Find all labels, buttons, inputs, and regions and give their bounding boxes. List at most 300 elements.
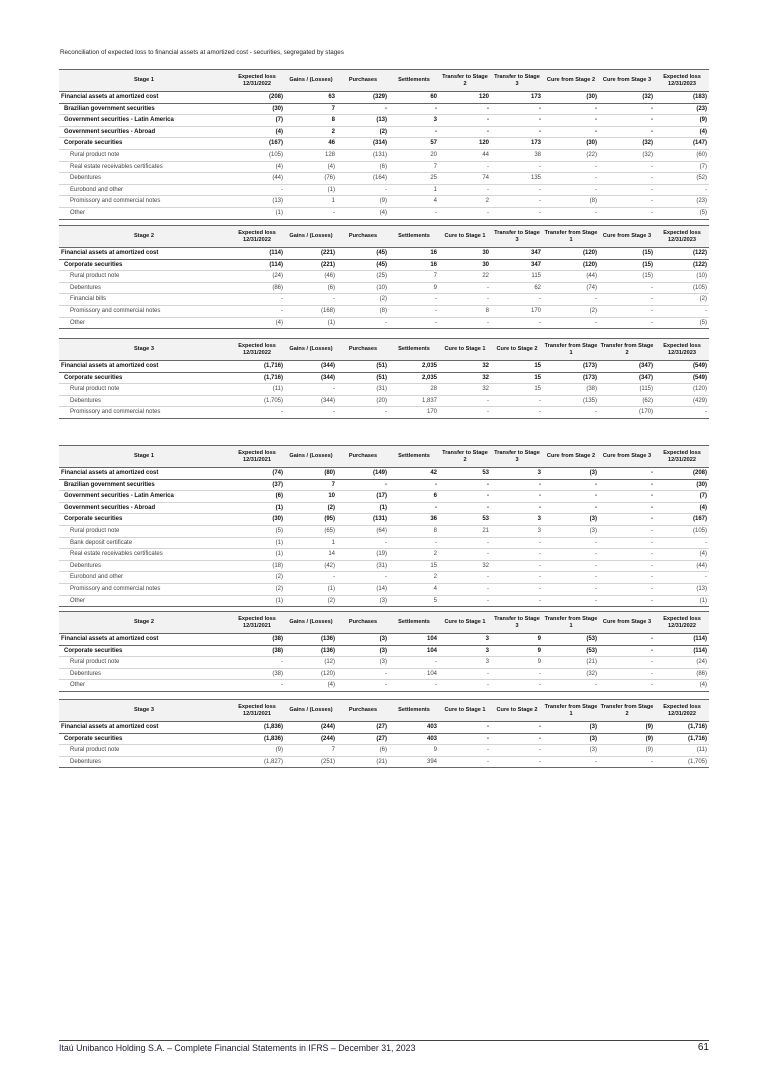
cell-value: (4) [285, 161, 337, 173]
cell-value: 15 [389, 560, 439, 572]
cell-value: - [491, 207, 543, 219]
cell-value: - [491, 491, 543, 503]
cell-value: (1) [229, 549, 285, 561]
cell-value: - [285, 407, 337, 419]
cell-value: - [599, 756, 655, 768]
cell-value: (6) [337, 745, 389, 757]
cell-value: (60) [655, 149, 709, 161]
cell-value: 120 [439, 92, 491, 104]
cell-value: 1,837 [389, 395, 439, 407]
table-row [59, 479, 709, 491]
cell-value: (38) [229, 634, 285, 646]
column-header: Expected loss 12/31/2021 [229, 446, 285, 468]
stage-3-2022-table [59, 699, 709, 768]
column-header: Expected loss 12/31/2023 [655, 339, 709, 361]
cell-value: - [439, 282, 491, 294]
row-label: Eurobond and other [59, 184, 229, 196]
cell-value: - [491, 126, 543, 138]
cell-value: (173) [543, 372, 599, 384]
cell-value: (167) [229, 138, 285, 150]
column-header: Purchases [337, 70, 389, 92]
cell-value: - [389, 294, 439, 306]
cell-value: - [599, 657, 655, 669]
cell-value: - [337, 103, 389, 115]
cell-value: - [599, 491, 655, 503]
cell-value: (21) [543, 657, 599, 669]
cell-value: - [599, 184, 655, 196]
cell-value: (21) [337, 756, 389, 768]
cell-value: (45) [337, 248, 389, 260]
cell-value: (2) [337, 126, 389, 138]
cell-value: - [389, 479, 439, 491]
cell-value: - [439, 161, 491, 173]
cell-value: - [543, 583, 599, 595]
cell-value: (65) [285, 525, 337, 537]
cell-value: - [491, 583, 543, 595]
row-label: Real estate receivables certificates [59, 161, 229, 173]
cell-value: (64) [337, 525, 389, 537]
cell-value: - [389, 126, 439, 138]
cell-value: - [439, 491, 491, 503]
column-header: Transfer to Stage 2 [439, 446, 491, 468]
cell-value: - [229, 680, 285, 692]
cell-value: - [389, 103, 439, 115]
row-label: Brazilian government securities [59, 103, 229, 115]
table-row [59, 294, 709, 306]
cell-value: - [389, 317, 439, 329]
cell-value: - [655, 184, 709, 196]
column-header: Stage 2 [59, 226, 229, 248]
column-header: Gains / (Losses) [285, 700, 337, 722]
row-label: Rural product note [59, 149, 229, 161]
table-row [59, 161, 709, 173]
cell-value: (131) [337, 514, 389, 526]
cell-value: (347) [599, 372, 655, 384]
cell-value: - [599, 645, 655, 657]
cell-value: - [491, 115, 543, 127]
row-label: Promissory and commercial notes [59, 583, 229, 595]
cell-value: (1,836) [229, 733, 285, 745]
cell-value: - [543, 572, 599, 584]
cell-value: (8) [543, 196, 599, 208]
row-label: Corporate securities [59, 138, 229, 150]
cell-value: 1 [389, 184, 439, 196]
table-row [59, 634, 709, 646]
header-row [59, 339, 709, 361]
cell-value: 128 [285, 149, 337, 161]
cell-value: - [543, 317, 599, 329]
row-label: Financial assets at amortized cost [59, 361, 229, 373]
cell-value: (52) [655, 173, 709, 185]
table-row [59, 407, 709, 419]
cell-value: - [543, 207, 599, 219]
cell-value: 173 [491, 92, 543, 104]
table-row [59, 595, 709, 607]
cell-value: (30) [229, 103, 285, 115]
cell-value: (136) [285, 634, 337, 646]
cell-value: (45) [337, 259, 389, 271]
cell-value: 10 [285, 491, 337, 503]
cell-value: - [439, 115, 491, 127]
cell-value: (1) [229, 207, 285, 219]
cell-value: 3 [439, 657, 491, 669]
cell-value: 15 [491, 361, 543, 373]
cell-value: 1 [285, 537, 337, 549]
column-header: Cure to Stage 1 [439, 700, 491, 722]
cell-value: - [543, 479, 599, 491]
column-header: Transfer to Stage 3 [491, 70, 543, 92]
column-header: Settlements [389, 226, 439, 248]
cell-value: - [439, 595, 491, 607]
cell-value: 30 [439, 259, 491, 271]
page-number: 61 [697, 1042, 709, 1053]
column-header: Expected loss 12/31/2022 [655, 446, 709, 468]
cell-value: (1) [285, 184, 337, 196]
column-header: Gains / (Losses) [285, 612, 337, 634]
cell-value: - [655, 407, 709, 419]
cell-value: (329) [337, 92, 389, 104]
cell-value: - [285, 207, 337, 219]
cell-value: (30) [655, 479, 709, 491]
column-header: Stage 1 [59, 446, 229, 468]
cell-value: (46) [285, 271, 337, 283]
cell-value: (13) [337, 115, 389, 127]
column-header: Cure from Stage 3 [599, 446, 655, 468]
column-header: Gains / (Losses) [285, 446, 337, 468]
cell-value: 21 [439, 525, 491, 537]
cell-value: 394 [389, 756, 439, 768]
row-label: Financial assets at amortized cost [59, 468, 229, 480]
row-label: Brazilian government securities [59, 479, 229, 491]
cell-value: - [491, 407, 543, 419]
table-row [59, 491, 709, 503]
table-row [59, 525, 709, 537]
cell-value: (9) [337, 196, 389, 208]
cell-value: 6 [389, 491, 439, 503]
cell-value: - [439, 583, 491, 595]
cell-value: - [229, 294, 285, 306]
column-header: Gains / (Losses) [285, 70, 337, 92]
cell-value: (147) [655, 138, 709, 150]
cell-value: (42) [285, 560, 337, 572]
cell-value: - [543, 491, 599, 503]
cell-value: (3) [337, 595, 389, 607]
cell-value: (105) [229, 149, 285, 161]
cell-value: (244) [285, 722, 337, 734]
cell-value: (136) [285, 645, 337, 657]
column-header: Gains / (Losses) [285, 226, 337, 248]
cell-value: - [439, 407, 491, 419]
row-label: Debentures [59, 560, 229, 572]
cell-value: (8) [337, 305, 389, 317]
row-label: Financial assets at amortized cost [59, 92, 229, 104]
cell-value: 347 [491, 259, 543, 271]
cell-value: - [491, 668, 543, 680]
cell-value: (3) [337, 657, 389, 669]
cell-value: (114) [655, 645, 709, 657]
table-row [59, 468, 709, 480]
cell-value: (1,716) [655, 722, 709, 734]
column-header: Expected loss 12/31/2021 [229, 612, 285, 634]
cell-value: (120) [543, 259, 599, 271]
cell-value: - [599, 525, 655, 537]
row-label: Financial assets at amortized cost [59, 722, 229, 734]
cell-value: (62) [599, 395, 655, 407]
cell-value: 46 [285, 138, 337, 150]
cell-value: (4) [229, 126, 285, 138]
table-row [59, 560, 709, 572]
cell-value: 20 [389, 149, 439, 161]
cell-value: (3) [337, 634, 389, 646]
cell-value: 2 [389, 572, 439, 584]
cell-value: - [439, 502, 491, 514]
cell-value: (167) [655, 514, 709, 526]
cell-value: (15) [599, 271, 655, 283]
cell-value: - [655, 537, 709, 549]
cell-value: (51) [337, 361, 389, 373]
table-row [59, 184, 709, 196]
column-header: Transfer to Stage 3 [491, 226, 543, 248]
cell-value: (122) [655, 259, 709, 271]
cell-value: 7 [389, 161, 439, 173]
cell-value: (183) [655, 92, 709, 104]
cell-value: (9) [229, 745, 285, 757]
data-table [59, 611, 709, 692]
cell-value: - [337, 479, 389, 491]
cell-value: - [599, 502, 655, 514]
cell-value: 22 [439, 271, 491, 283]
cell-value: 7 [285, 745, 337, 757]
cell-value: - [439, 549, 491, 561]
cell-value: - [599, 572, 655, 584]
row-label: Real estate receivables certificates [59, 549, 229, 561]
cell-value: (6) [229, 491, 285, 503]
cell-value: - [491, 184, 543, 196]
table-row [59, 372, 709, 384]
cell-value: - [389, 680, 439, 692]
row-label: Debentures [59, 668, 229, 680]
cell-value: 38 [491, 149, 543, 161]
row-label: Corporate securities [59, 259, 229, 271]
cell-value: - [337, 680, 389, 692]
cell-value: (27) [337, 733, 389, 745]
table-row [59, 149, 709, 161]
cell-value: 2,035 [389, 361, 439, 373]
stage-3-2023-table [59, 338, 709, 419]
table-row [59, 756, 709, 768]
cell-value: (23) [655, 103, 709, 115]
column-header: Stage 3 [59, 700, 229, 722]
cell-value: (7) [229, 115, 285, 127]
cell-value: 3 [439, 645, 491, 657]
cell-value: - [491, 502, 543, 514]
cell-value: (4) [655, 549, 709, 561]
cell-value: 403 [389, 722, 439, 734]
table-row [59, 668, 709, 680]
cell-value: 15 [491, 384, 543, 396]
cell-value: - [491, 733, 543, 745]
cell-value: - [543, 502, 599, 514]
column-header: Settlements [389, 700, 439, 722]
cell-value: (27) [337, 722, 389, 734]
cell-value: 32 [439, 384, 491, 396]
cell-value: - [491, 294, 543, 306]
cell-value: (1) [337, 502, 389, 514]
cell-value: 53 [439, 468, 491, 480]
cell-value: - [491, 756, 543, 768]
cell-value: - [439, 479, 491, 491]
cell-value: 3 [389, 115, 439, 127]
cell-value: - [599, 103, 655, 115]
cell-value: 32 [439, 361, 491, 373]
cell-value: - [491, 560, 543, 572]
cell-value: (32) [599, 92, 655, 104]
cell-value: - [599, 317, 655, 329]
column-header: Purchases [337, 339, 389, 361]
cell-value: (86) [655, 668, 709, 680]
cell-value: - [285, 572, 337, 584]
cell-value: 135 [491, 173, 543, 185]
cell-value: (170) [599, 407, 655, 419]
cell-value: (7) [655, 161, 709, 173]
cell-value: (24) [655, 657, 709, 669]
cell-value: (31) [337, 384, 389, 396]
cell-value: (76) [285, 173, 337, 185]
row-label: Other [59, 207, 229, 219]
cell-value: 8 [285, 115, 337, 127]
row-label: Financial assets at amortized cost [59, 248, 229, 260]
row-label: Other [59, 595, 229, 607]
cell-value: (15) [599, 259, 655, 271]
cell-value: - [439, 668, 491, 680]
cell-value: - [439, 395, 491, 407]
cell-value: 4 [389, 196, 439, 208]
table-row [59, 514, 709, 526]
table-row [59, 583, 709, 595]
row-label: Government securities - Latin America [59, 115, 229, 127]
cell-value: (173) [543, 361, 599, 373]
cell-value: (1,836) [229, 722, 285, 734]
cell-value: 9 [491, 657, 543, 669]
cell-value: - [491, 595, 543, 607]
cell-value: (5) [655, 317, 709, 329]
cell-value: 60 [389, 92, 439, 104]
cell-value: (120) [285, 668, 337, 680]
column-header: Expected loss 12/31/2022 [229, 226, 285, 248]
cell-value: (3) [337, 645, 389, 657]
cell-value: - [599, 668, 655, 680]
row-label: Rural product note [59, 657, 229, 669]
cell-value: (4) [337, 207, 389, 219]
cell-value: (6) [337, 161, 389, 173]
row-label: Rural product note [59, 271, 229, 283]
cell-value: (2) [285, 502, 337, 514]
cell-value: (344) [285, 361, 337, 373]
table-row [59, 207, 709, 219]
column-header: Cure from Stage 2 [543, 446, 599, 468]
cell-value: 3 [439, 634, 491, 646]
cell-value: (80) [285, 468, 337, 480]
cell-value: 1 [285, 196, 337, 208]
cell-value: (120) [655, 384, 709, 396]
cell-value: - [337, 537, 389, 549]
cell-value: - [599, 207, 655, 219]
cell-value: 4 [389, 583, 439, 595]
row-label: Corporate securities [59, 514, 229, 526]
column-header: Cure from Stage 2 [543, 70, 599, 92]
cell-value: 115 [491, 271, 543, 283]
cell-value: - [389, 537, 439, 549]
stage-1-2022-table [59, 445, 709, 607]
row-label: Promissory and commercial notes [59, 305, 229, 317]
cell-value: - [543, 115, 599, 127]
cell-value: (115) [599, 384, 655, 396]
table-row [59, 537, 709, 549]
cell-value: (2) [229, 572, 285, 584]
column-header: Transfer to Stage 2 [439, 70, 491, 92]
cell-value: 57 [389, 138, 439, 150]
row-label: Debentures [59, 395, 229, 407]
cell-value: (38) [229, 645, 285, 657]
cell-value: - [655, 572, 709, 584]
cell-value: (30) [229, 514, 285, 526]
cell-value: 8 [389, 525, 439, 537]
cell-value: 9 [491, 645, 543, 657]
column-header: Transfer from Stage 2 [599, 700, 655, 722]
column-header: Expected loss 12/31/2022 [229, 339, 285, 361]
column-header: Cure from Stage 3 [599, 70, 655, 92]
cell-value: - [439, 745, 491, 757]
cell-value: - [439, 537, 491, 549]
cell-value: (2) [337, 294, 389, 306]
cell-value: 42 [389, 468, 439, 480]
column-header: Transfer to Stage 3 [491, 612, 543, 634]
row-label: Rural product note [59, 525, 229, 537]
cell-value: 7 [285, 103, 337, 115]
table-row [59, 248, 709, 260]
cell-value: (2) [229, 583, 285, 595]
cell-value: (549) [655, 361, 709, 373]
row-label: Rural product note [59, 745, 229, 757]
cell-value: - [599, 583, 655, 595]
cell-value: (4) [285, 680, 337, 692]
cell-value: - [285, 384, 337, 396]
cell-value: - [599, 537, 655, 549]
cell-value: - [285, 294, 337, 306]
cell-value: - [491, 572, 543, 584]
column-header: Purchases [337, 226, 389, 248]
cell-value: (9) [599, 745, 655, 757]
cell-value: - [491, 722, 543, 734]
header-row [59, 612, 709, 634]
header-row [59, 700, 709, 722]
row-label: Corporate securities [59, 733, 229, 745]
cell-value: 44 [439, 149, 491, 161]
cell-value: (3) [543, 722, 599, 734]
table-caption: Reconciliation of expected loss to financial assets at amortized cost - securities, segregated by stages [60, 49, 344, 56]
column-header: Expected loss 12/31/2022 [655, 700, 709, 722]
column-header: Cure to Stage 1 [439, 339, 491, 361]
table-row [59, 271, 709, 283]
cell-value: (1) [229, 537, 285, 549]
cell-value: (44) [543, 271, 599, 283]
cell-value: - [599, 115, 655, 127]
cell-value: - [491, 680, 543, 692]
column-header: Transfer from Stage 2 [599, 339, 655, 361]
stage-2-2022-table [59, 611, 709, 692]
cell-value: (1) [229, 502, 285, 514]
cell-value: 36 [389, 514, 439, 526]
